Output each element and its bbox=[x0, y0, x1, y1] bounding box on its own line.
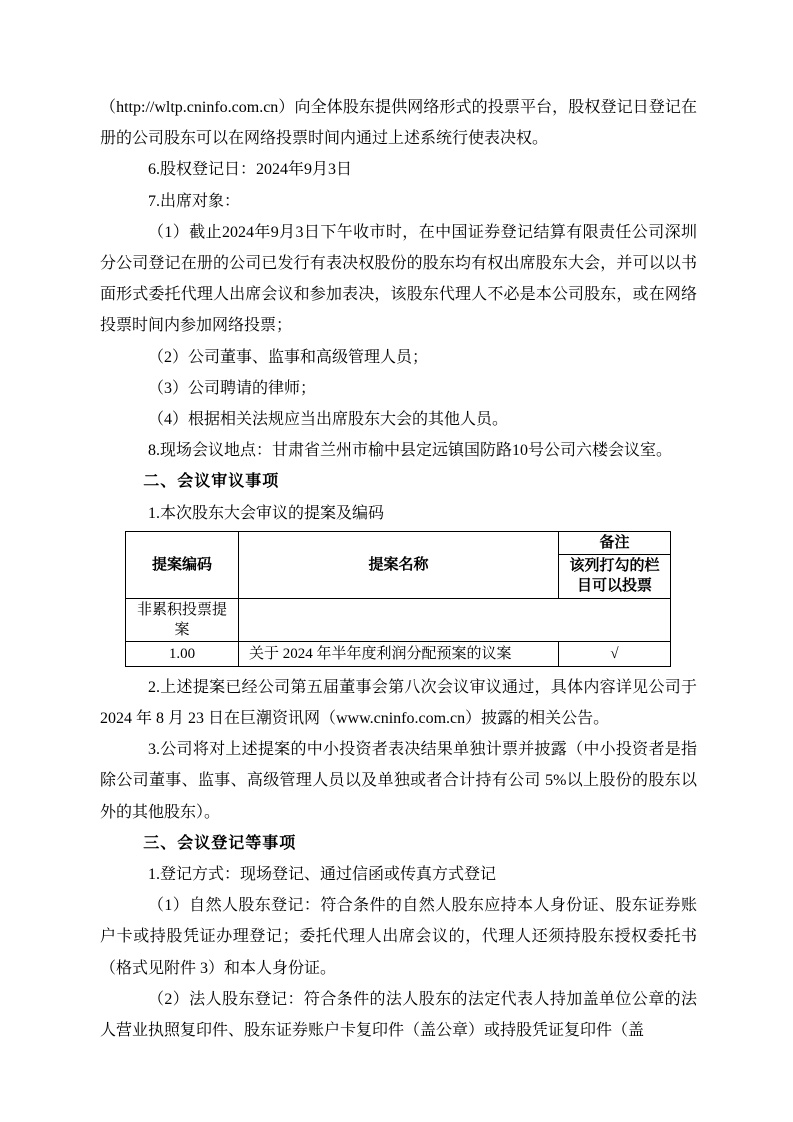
cell-vote-type: 非累积投票提案 bbox=[126, 598, 239, 641]
paragraph-attendee-1: （1）截止2024年9月3日下午收市时，在中国证券登记结算有限责任公司深圳分公司登记在册的公司已发行有表决权股份的股东均有权出席股东大会，并可以以书面形式委托代理人出席会议和参加表决，该股东代理人不必是本公司股东，或在网络投票时间内参加网络投票； bbox=[100, 223, 697, 335]
paragraph-venue: 8.现场会议地点：甘肃省兰州市榆中县定远镇国防路10号公司六楼会议室。 bbox=[148, 442, 673, 460]
paragraph-attendee-4: （4）根据相关法规应当出席股东大会的其他人员。 bbox=[148, 411, 509, 429]
paragraph-attendee-3: （3）公司聘请的律师； bbox=[148, 379, 317, 397]
paragraph-attendee-2: （2）公司董事、监事和高级管理人员； bbox=[148, 348, 429, 366]
paragraph-network-voting: （http://wltp.cninfo.com.cn）向全体股东提供网络形式的投票平台，股权登记日登记在册的公司股东可以在网络投票时间内通过上述系统行使表决权。 bbox=[100, 99, 697, 148]
header-cell-remark-note: 该列打勾的栏目可以投票 bbox=[559, 554, 671, 598]
table-header-row-1 bbox=[126, 531, 671, 554]
paragraph-record-date: 6.股权登记日：2024年9月3日 bbox=[148, 161, 353, 179]
proposal-table bbox=[125, 531, 671, 667]
paragraph-attendees-title: 7.出席对象： bbox=[148, 192, 241, 210]
header-cell-remark: 备注 bbox=[559, 531, 671, 554]
paragraph-minority-investors: 3.公司将对上述提案的中小投资者表决结果单独计票并披露（中小投资者是指除公司董事、监事、高级管理人员以及单独或者合计持有公司 5%以上股份的股东以外的其他股东）。 bbox=[100, 741, 697, 821]
table-row-vote-type bbox=[126, 598, 671, 641]
cell-proposal-vote-check: √ bbox=[559, 641, 671, 666]
header-cell-proposal-name: 提案名称 bbox=[239, 531, 559, 598]
cell-vote-type-empty bbox=[239, 598, 671, 641]
cell-proposal-code: 1.00 bbox=[126, 641, 239, 666]
paragraph-approval: 2.上述提案已经公司第五届董事会第八次会议审议通过，具体内容详见公司于 2024 年 8 月 23 日在巨潮资讯网（www.cninfo.com.cn）披露的相关公告。 bbox=[100, 678, 697, 728]
paragraph-registration-method: 1.登记方式：现场登记、通过信函或传真方式登记 bbox=[148, 866, 497, 884]
header-cell-proposal-code: 提案编码 bbox=[126, 531, 239, 598]
section-heading-registration-matters: 三、会议登记等事项 bbox=[143, 834, 297, 852]
paragraph-proposal-intro: 1.本次股东大会审议的提案及编码 bbox=[148, 504, 385, 522]
paragraph-legal-person: （2）法人股东登记：符合条件的法人股东的法定代表人持加盖单位公章的法人营业执照复印件、股东证券账户卡复印件（盖公章）或持股凭证复印件（盖 bbox=[100, 990, 697, 1040]
paragraph-natural-person: （1）自然人股东登记：符合条件的自然人股东应持本人身份证、股东证券账户卡或持股凭证办理登记；委托代理人出席会议的，代理人还须持股东授权委托书（格式见附件 3）和本人身份证。 bbox=[100, 897, 697, 977]
section-heading-review-matters: 二、会议审议事项 bbox=[143, 473, 280, 491]
cell-proposal-name: 关于 2024 年半年度利润分配预案的议案 bbox=[239, 641, 559, 666]
table-row-proposal-1 bbox=[126, 641, 671, 666]
